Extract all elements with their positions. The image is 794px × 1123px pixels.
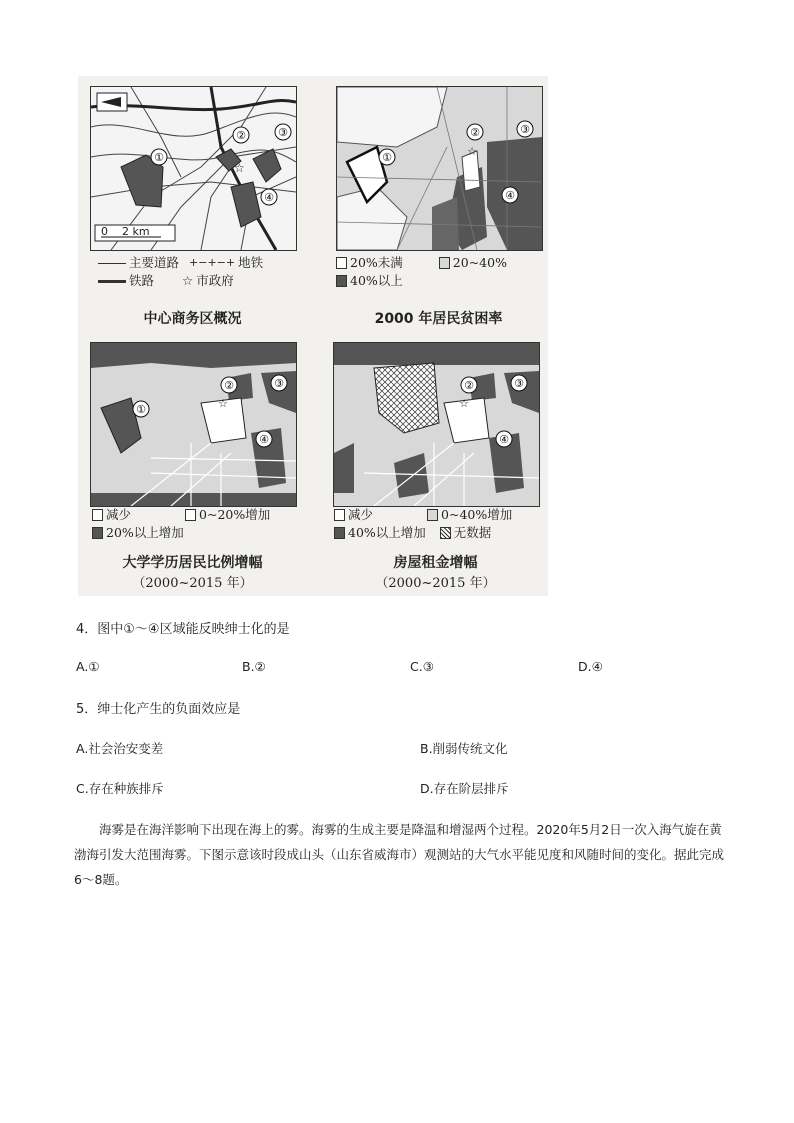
rent-legend [334,506,512,542]
sea-fog-passage: 海雾是在海洋影响下出现在海上的雾。海雾的生成主要是降温和增湿两个过程。2020年5月2日一次入海气旋在黄渤海引发大范围海雾。下图示意该时段成山头（山东省威海市）观测站的大气水平能见度和风随时间的变化。据此完成6～8题。 [74,822,725,887]
legend-degree-decrease: 减少 [106,507,132,522]
svg-text:④: ④ [499,433,509,446]
svg-text:①: ① [154,151,164,164]
legend-rent-nodata: 无数据 [453,525,492,540]
swatch-white [334,509,345,521]
svg-text:☆: ☆ [218,397,228,410]
star-icon: ☆ [182,273,194,288]
legend-poverty-high: 40%以上 [350,273,403,288]
legend-subway: 地铁 [238,255,264,270]
svg-text:②: ② [236,129,246,142]
degree-growth-map [90,342,297,507]
legend-railway: 铁路 [129,273,155,288]
svg-text:③: ③ [514,377,524,390]
swatch-hatch [440,527,451,539]
degree-map-graphic [91,343,296,506]
poverty-caption: 2000 年居民贫困率 [374,311,503,327]
question-5-stem: 5．绅士化产生的负面效应是 [76,702,241,717]
q5-option-c[interactable]: C.存在种族排斥 [76,781,164,796]
svg-text:②: ② [470,126,480,139]
railway-symbol [98,280,126,283]
degree-caption: 大学学历居民比例增幅 [122,555,263,571]
rent-subcaption: （2000~2015 年） [375,576,496,591]
svg-text:③: ③ [520,123,530,136]
degree-legend [92,506,270,542]
svg-text:①: ① [382,151,392,164]
legend-city-hall: 市政府 [196,273,234,288]
svg-text:②: ② [464,379,474,392]
north-arrow-icon [97,93,127,111]
degree-subcaption: （2000~2015 年） [132,576,253,591]
q4-option-a[interactable]: A.① [76,659,100,674]
svg-text:①: ① [136,403,146,416]
swatch-light [439,257,450,269]
swatch-light [427,509,438,521]
rent-growth-map [333,342,540,507]
cbd-overview-map [90,86,297,251]
cbd-legend [98,254,263,290]
legend-degree-mid: 0~20%增加 [199,507,271,522]
legend-poverty-mid: 20~40% [452,255,507,270]
q5-option-d[interactable]: D.存在阶层排斥 [420,781,509,796]
poverty-legend [336,254,507,290]
legend-degree-high: 20%以上增加 [106,525,184,540]
swatch-dark [336,275,347,287]
legend-main-road: 主要道路 [129,255,180,270]
svg-text:☆: ☆ [467,145,477,158]
swatch-white [92,509,103,521]
swatch-dark [334,527,345,539]
svg-text:④: ④ [505,189,515,202]
poverty-map-graphic [337,87,542,250]
scale-label: 0 2 km [101,225,150,238]
svg-text:②: ② [224,379,234,392]
legend-rent-mid: 0~40%增加 [441,507,513,522]
subway-symbol: +−+−+ [189,256,236,269]
legend-rent-decrease: 减少 [348,507,374,522]
svg-text:④: ④ [264,191,274,204]
swatch-dark [92,527,103,539]
swatch-light [185,509,196,521]
q4-option-b[interactable]: B.② [242,659,266,674]
rent-caption: 房屋租金增幅 [393,555,478,571]
poverty-rate-map [336,86,543,251]
svg-text:③: ③ [274,377,284,390]
city-hall-icon [234,161,245,175]
q4-option-c[interactable]: C.③ [410,659,434,674]
main-road-symbol [98,263,126,264]
question-4-stem: 4．图中①～④区域能反映绅士化的是 [76,622,290,637]
legend-rent-high: 40%以上增加 [348,525,426,540]
q5-option-a[interactable]: A.社会治安变差 [76,741,164,756]
q5-option-b[interactable]: B.削弱传统文化 [420,741,508,756]
svg-text:③: ③ [278,126,288,139]
legend-poverty-low: 20%未满 [350,255,403,270]
svg-text:☆: ☆ [234,161,245,175]
rent-map-graphic [334,343,539,506]
svg-text:④: ④ [259,433,269,446]
q4-option-d[interactable]: D.④ [578,659,603,674]
swatch-white [336,257,347,269]
cbd-caption: 中心商务区概况 [143,311,242,327]
map-figure [78,76,548,596]
svg-text:☆: ☆ [459,397,469,410]
